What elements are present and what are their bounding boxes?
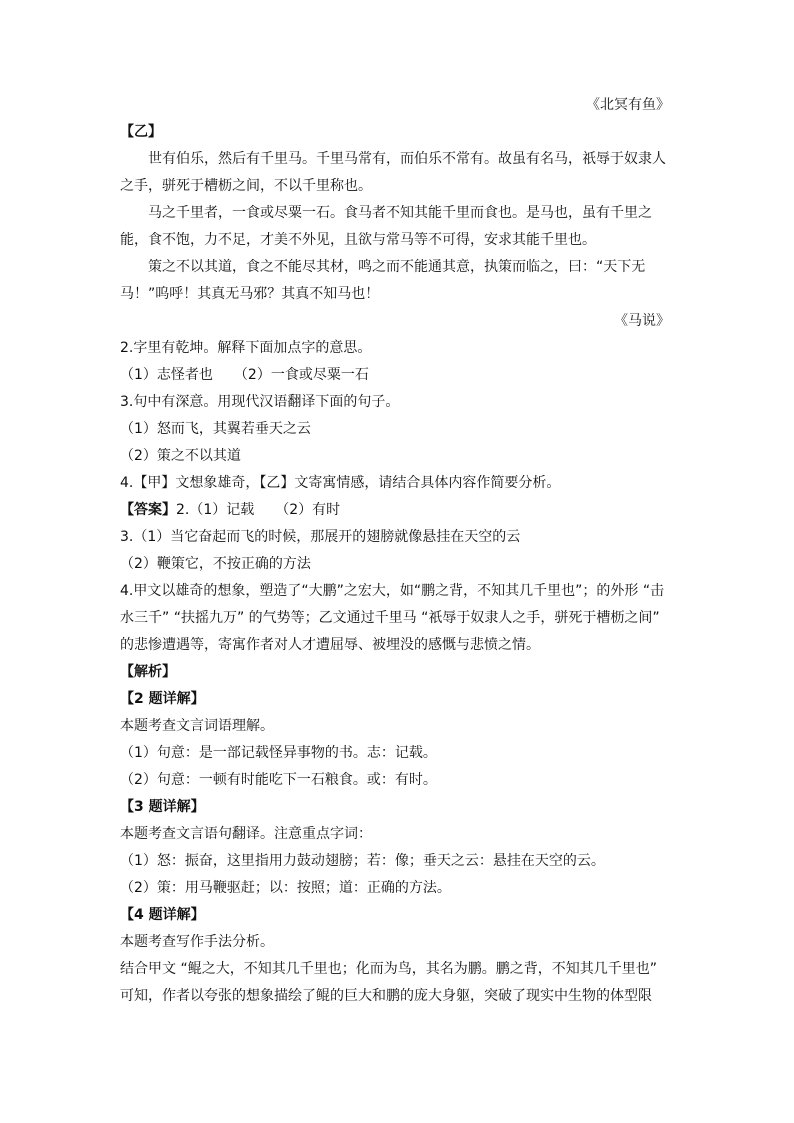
question-2: 2.字里有乾坤。解释下面加点字的意思。	[120, 340, 372, 356]
detail-line: 本题考查文言词语理解。	[120, 718, 274, 734]
passage-b-heading: 【乙】	[120, 124, 162, 140]
passage-line: 能，食不饱，力不足，才美不外见，且欲与常马等不可得，安求其能千里也。	[120, 232, 596, 248]
passage-line: 之手，骈死于槽枥之间，不以千里称也。	[120, 178, 372, 194]
detail-line: （1）句意：是一部记载怪异事物的书。志：记载。	[120, 745, 437, 761]
source-mashuo: 《马说》	[614, 313, 670, 329]
answer-3-2: （2）鞭策它，不按正确的方法	[120, 556, 311, 572]
detail-line: （2）句意：一顿有时能吃下一石粮食。或：有时。	[120, 772, 437, 788]
passage-line: 世有伯乐，然后有千里马。千里马常有，而伯乐不常有。故虽有名马，祇辱于奴隶人	[148, 151, 666, 167]
question-3: 3.句中有深意。用现代汉语翻译下面的句子。	[120, 394, 400, 410]
answer-line	[120, 501, 340, 519]
analysis-label: 【解析】	[120, 664, 176, 680]
detail-line: （1）怒：振奋，这里指用力鼓动翅膀；若：像；垂天之云：悬挂在天空的云。	[120, 853, 605, 869]
detail-2-heading: 【2 题详解】	[120, 691, 205, 707]
detail-line: 本题考查文言语句翻译。注意重点字词：	[120, 826, 372, 842]
question-4: 4.【甲】文想象雄奇，【乙】文寄寓情感，请结合具体内容作简要分析。	[120, 475, 561, 491]
detail-line: 结合甲文 “鲲之大，不知其几千里也；化而为鸟，其名为鹏。鹏之背，不知其几千里也”	[120, 961, 657, 977]
question-3-item-1: （1）怒而飞，其翼若垂天之云	[120, 421, 311, 437]
source-beiming: 《北冥有鱼》	[586, 97, 670, 113]
passage-line: 策之不以其道，食之不能尽其材，鸣之而不能通其意，执策而临之，曰：“天下无	[148, 259, 646, 275]
answer-4-line: 的悲惨遭遇等，寄寓作者对人才遭屈辱、被埋没的感慨与悲愤之情。	[120, 637, 540, 653]
detail-4-heading: 【4 题详解】	[120, 907, 205, 923]
question-3-item-2: （2）策之不以其道	[120, 448, 241, 464]
passage-line: 马之千里者，一食或尽粟一石。食马者不知其能千里而食也。是马也，虽有千里之	[148, 205, 652, 221]
answer-4-line: 4.甲文以雄奇的想象，塑造了“大鹏”之宏大，如“鹏之背，不知其几千里也”；的外形 “击	[120, 583, 665, 599]
detail-line: 本题考查写作手法分析。	[120, 934, 274, 950]
question-2-items: （1）志怪者也 （2）一食或尽粟一石	[120, 367, 369, 383]
answer-4-line: 水三千” “扶摇九万” 的气势等；乙文通过千里马 “祇辱于奴隶人之手，骈死于槽枥之间”	[120, 610, 660, 626]
answer-label: 【答案】	[120, 502, 176, 518]
passage-line: 马！”呜呼！其真无马邪？其真不知马也！	[120, 286, 380, 302]
answer-3-1: 3.（1）当它奋起而飞的时候，那展开的翅膀就像悬挂在天空的云	[120, 529, 521, 545]
detail-3-heading: 【3 题详解】	[120, 799, 205, 815]
answer-2: 2.（1）记载 （2）有时	[176, 502, 341, 518]
detail-line: （2）策：用马鞭驱赶；以：按照；道：正确的方法。	[120, 880, 451, 896]
detail-line: 可知，作者以夸张的想象描绘了鲲的巨大和鹏的庞大身躯，突破了现实中生物的体型限	[120, 988, 652, 1004]
